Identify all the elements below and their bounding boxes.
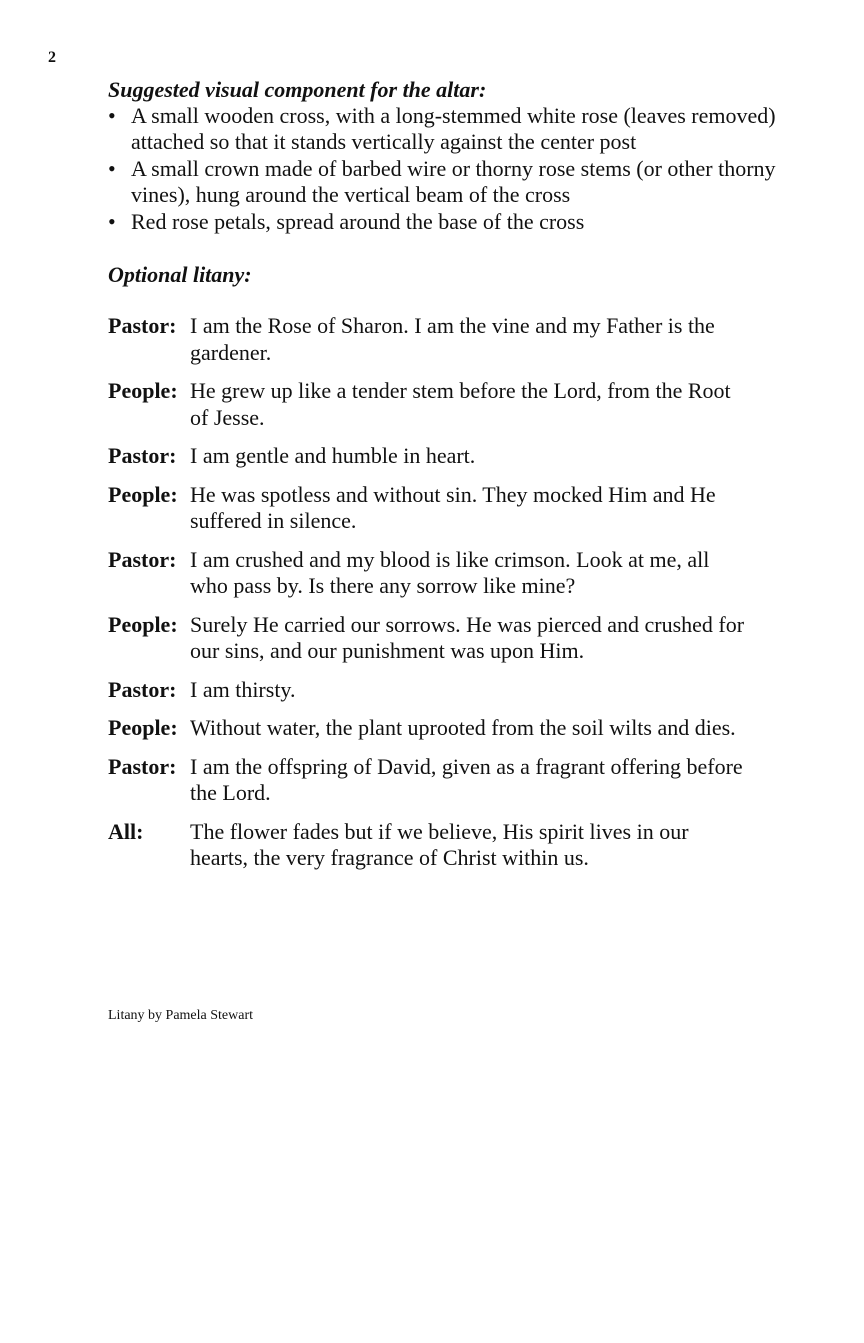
page-content	[108, 77, 788, 884]
litany-line	[108, 547, 788, 600]
litany-line	[108, 677, 788, 704]
litany-line	[108, 819, 788, 872]
litany-line	[108, 378, 788, 431]
list-item	[108, 209, 788, 235]
litany-lines	[108, 313, 788, 872]
litany-text: I am crushed and my blood is like crimson. Look at me, all who pass by. Is there any sorrow like mine?	[190, 546, 710, 599]
litany-text: Surely He carried our sorrows. He was pierced and crushed for our sins, and our punishment was upon Him.	[190, 611, 745, 664]
litany-text: Without water, the plant uprooted from the soil wilts and dies.	[190, 715, 736, 741]
litany-credit: Litany by Pamela Stewart	[108, 1008, 254, 1023]
litany-text: I am gentle and humble in heart.	[190, 443, 476, 469]
speaker-label: Pastor:	[108, 753, 177, 779]
page-number: 2	[48, 49, 56, 66]
bullet-icon: •	[108, 208, 116, 234]
speaker-label: People:	[108, 611, 178, 637]
bullet-icon: •	[108, 103, 116, 128]
litany-line	[108, 313, 788, 366]
litany-text: I am the Rose of Sharon. I am the vine and my Father is the gardener.	[190, 313, 715, 365]
list-item-text: A small crown made of barbed wire or thorny rose stems (or other thorny vines), hung around the vertical beam of the cross	[131, 155, 776, 208]
list-item-text: A small wooden cross, with a long-stemmed white rose (leaves removed) attached so that it stands vertically against the center post	[131, 103, 776, 155]
litany-heading: Optional litany:	[108, 262, 252, 288]
litany-line	[108, 482, 788, 535]
speaker-label: People:	[108, 378, 178, 404]
list-item-text: Red rose petals, spread around the base of the cross	[131, 208, 585, 234]
speaker-label: All:	[108, 818, 144, 844]
litany-line	[108, 612, 788, 665]
speaker-label: Pastor:	[108, 676, 177, 702]
litany-text: I am thirsty.	[190, 676, 296, 702]
litany-text: He was spotless and without sin. They mocked Him and He suffered in silence.	[190, 481, 716, 534]
litany-line	[108, 443, 788, 470]
speaker-label: Pastor:	[108, 443, 177, 469]
speaker-label: People:	[108, 715, 178, 741]
list-item	[108, 103, 788, 156]
speaker-label: Pastor:	[108, 546, 177, 572]
visual-component-list	[108, 103, 788, 235]
litany-text: He grew up like a tender stem before the Lord, from the Root of Jesse.	[190, 378, 731, 430]
list-item	[108, 156, 788, 209]
litany-line	[108, 754, 788, 807]
speaker-label: People:	[108, 481, 178, 507]
litany-text: The flower fades but if we believe, His spirit lives in our hearts, the very fragrance of Christ within us.	[190, 818, 689, 871]
bullet-icon: •	[108, 155, 116, 181]
speaker-label: Pastor:	[108, 313, 177, 339]
litany-text: I am the offspring of David, given as a fragrant offering before the Lord.	[190, 753, 743, 806]
litany-line	[108, 715, 788, 742]
visual-component-heading: Suggested visual component for the altar:	[108, 77, 487, 102]
